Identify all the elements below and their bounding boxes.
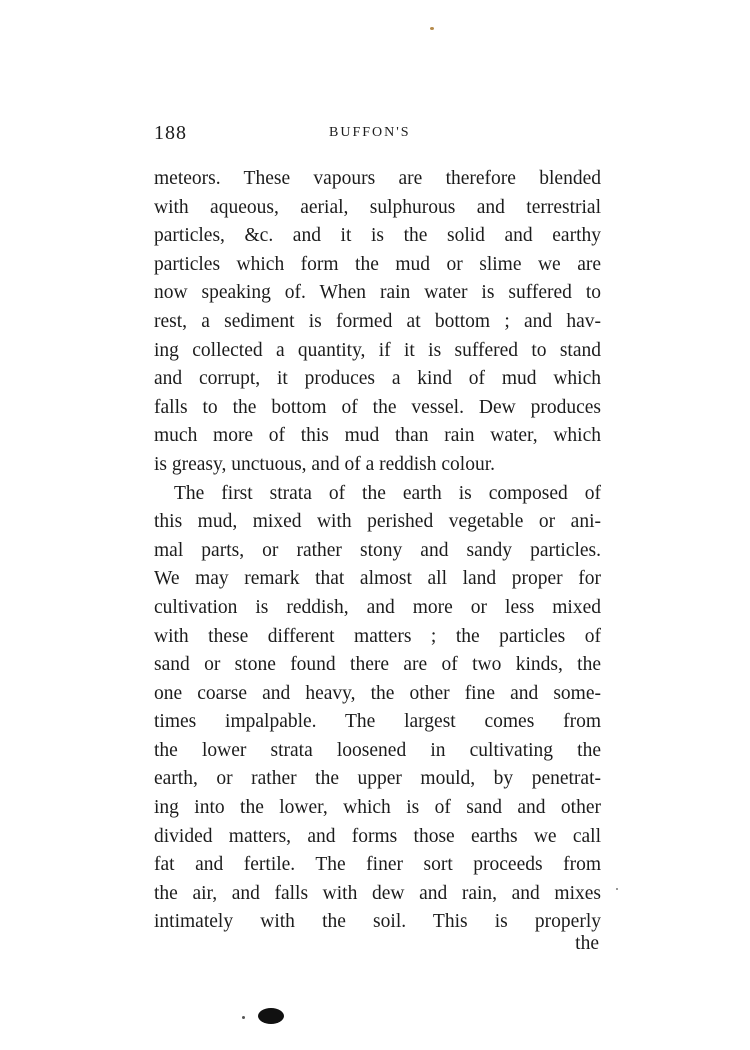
page-number: 188 — [154, 122, 187, 144]
ink-speck — [258, 1008, 284, 1024]
text-line: falls to the bottom of the vessel. Dew produces — [154, 396, 601, 418]
text-line: mal parts, or rather stony and sandy particles. — [154, 539, 601, 561]
text-line: sand or stone found there are of two kinds, the — [154, 654, 601, 676]
running-title: BUFFON'S — [329, 125, 411, 140]
text-line: rest, a sediment is formed at bottom ; and hav- — [154, 310, 601, 332]
text-line: this mud, mixed with perished vegetable or ani- — [154, 511, 601, 533]
text-line: particles, &c. and it is the solid and earthy — [154, 225, 601, 247]
text-line: the lower strata loosened in cultivating the — [154, 739, 601, 761]
text-line: now speaking of. When rain water is suffered to — [154, 282, 601, 304]
text-line: The first strata of the earth is composed of — [174, 482, 601, 504]
text-line: is greasy, unctuous, and of a reddish colour. — [154, 453, 495, 475]
text-line: one coarse and heavy, the other fine and some- — [154, 682, 601, 704]
text-line: and corrupt, it produces a kind of mud which — [154, 368, 601, 390]
text-line: We may remark that almost all land proper for — [154, 568, 601, 590]
ink-speck — [242, 1016, 245, 1019]
paragraph-2 — [154, 480, 601, 938]
ink-speck — [616, 888, 618, 890]
text-line: the air, and falls with dew and rain, and mixes — [154, 882, 601, 904]
text-line: divided matters, and forms those earths we call — [154, 825, 601, 847]
text-line: earth, or rather the upper mould, by penetrat- — [154, 768, 601, 790]
text-line: meteors. These vapours are therefore blended — [154, 168, 601, 189]
text-line: fat and fertile. The finer sort proceeds from — [154, 854, 601, 876]
text-line: intimately with the soil. This is properly — [154, 911, 601, 933]
running-head — [154, 122, 601, 148]
paragraph-1 — [154, 165, 601, 480]
ink-speck — [430, 27, 434, 30]
text-line: ing into the lower, which is of sand and other — [154, 797, 601, 819]
body-text — [154, 165, 601, 937]
text-line: cultivation is reddish, and more or less mixed — [154, 596, 601, 618]
text-line: with these different matters ; the particles of — [154, 625, 601, 647]
text-line: particles which form the mud or slime we are — [154, 253, 601, 275]
text-line: with aqueous, aerial, sulphurous and terrestrial — [154, 196, 601, 218]
text-line: times impalpable. The largest comes from — [154, 711, 601, 733]
text-line: ing collected a quantity, if it is suffered to stand — [154, 339, 601, 361]
catchword: the — [575, 933, 599, 954]
text-line: much more of this mud than rain water, which — [154, 425, 601, 447]
